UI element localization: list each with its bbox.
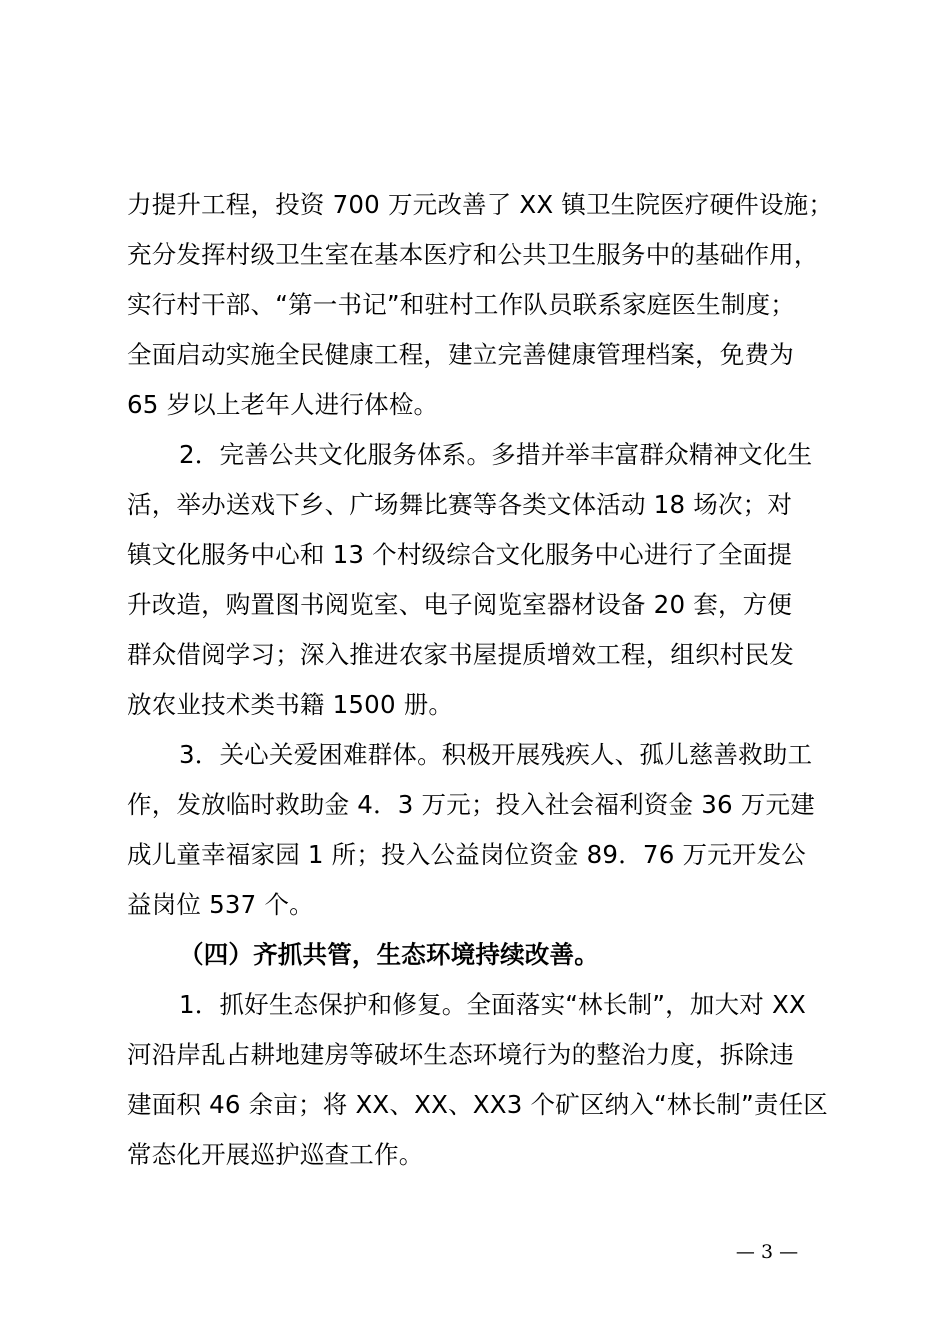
text-line: 充分发挥村级卫生室在基本医疗和公共卫生服务中的基础作用， — [127, 240, 819, 269]
text-line: 作，发放临时救助金 4．3 万元；投入社会福利资金 36 万元建 — [127, 790, 815, 819]
body-text — [127, 180, 837, 1180]
text-line: 升改造，购置图书阅览室、电子阅览室器材设备 20 套，方便 — [127, 590, 793, 619]
text-line: 建面积 46 余亩；将 XX、XX、XX3 个矿区纳入“林长制”责任区 — [127, 1090, 829, 1119]
text-line: 实行村干部、“第一书记”和驻村工作队员联系家庭医生制度； — [127, 290, 795, 319]
text-line: 镇文化服务中心和 13 个村级综合文化服务中心进行了全面提 — [127, 540, 793, 569]
section-heading: （四）齐抓共管，生态环境持续改善。 — [179, 940, 599, 969]
text-line: 力提升工程，投资 700 万元改善了 XX 镇卫生院医疗硬件设施； — [127, 190, 834, 219]
text-line: 常态化开展巡护巡查工作。 — [127, 1140, 424, 1169]
section-item-heading: 2．完善公共文化服务体系。多措并举丰富群众精神文化生 — [179, 440, 813, 469]
text-line: 成儿童幸福家园 1 所；投入公益岗位资金 89．76 万元开发公 — [127, 840, 806, 869]
text-line: 河沿岸乱占耕地建房等破坏生态环境行为的整治力度，拆除违 — [127, 1040, 794, 1069]
page-number: — 3 — — [735, 1241, 799, 1263]
text-line: 放农业技术类书籍 1500 册。 — [127, 690, 454, 719]
text-line: 全面启动实施全民健康工程，建立完善健康管理档案，免费为 — [127, 340, 794, 369]
text-line: 益岗位 537 个。 — [127, 890, 314, 919]
section-item-heading: 3．关心关爱困难群体。积极开展残疾人、孤儿慈善救助工 — [179, 740, 813, 769]
text-line: 群众借阅学习；深入推进农家书屋提质增效工程，组织村民发 — [127, 640, 794, 669]
text-line: 65 岁以上老年人进行体检。 — [127, 390, 439, 419]
section-item-heading: 1．抓好生态保护和修复。全面落实“林长制”，加大对 XX — [179, 990, 806, 1019]
text-line: 活，举办送戏下乡、广场舞比赛等各类文体活动 18 场次；对 — [127, 490, 793, 519]
